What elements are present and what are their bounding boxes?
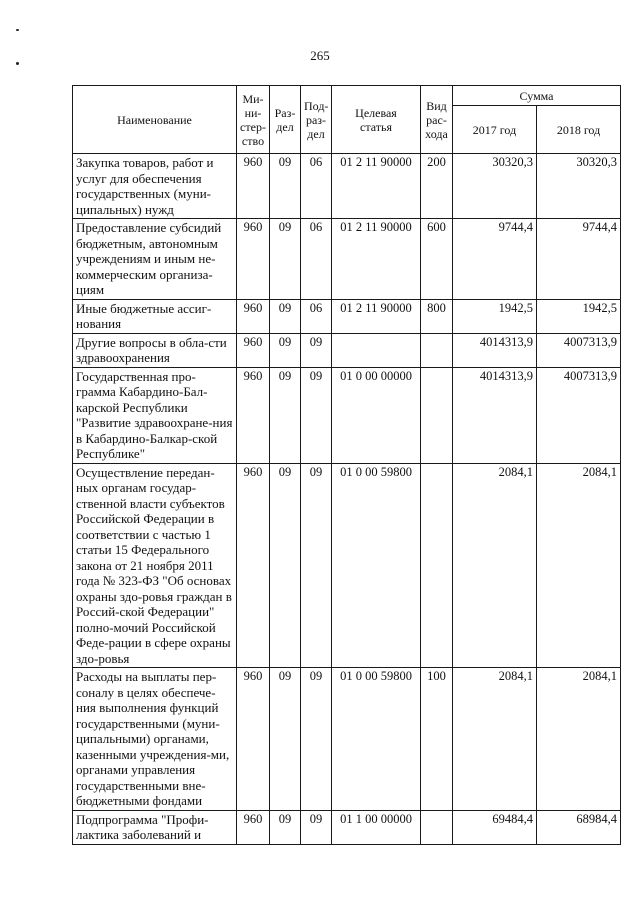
cell-amount-2018: 4007313,9 <box>537 367 621 463</box>
cell-amount-2018: 2084,1 <box>537 668 621 811</box>
cell-name: Осуществление передан-ных органам государ-ственной власти субъектов Российской Федерации в соответствии с частью 1 статьи 15 Федерального закона от 21 ноября 2011 года № 323-ФЗ "Об основах охраны здо-ровья граждан в Россий-ской Федерации" полно-мочий Российской Феде-рации в сфере охраны здо-ровья <box>73 463 237 668</box>
table-row <box>73 463 621 668</box>
cell-section: 09 <box>270 333 301 367</box>
header-expense-type <box>421 86 453 154</box>
cell-name: Подпрограмма "Профи-лактика заболеваний и <box>73 810 237 844</box>
cell-target-article: 01 0 00 59800 <box>332 463 421 668</box>
table-row <box>73 154 621 219</box>
cell-subsection: 09 <box>301 463 332 668</box>
cell-name: Расходы на выплаты пер-соналу в целях обеспече-ния выполнения функций государственными (муни-ципальными) органами, казенными учреждения-ми, органами управления государственными вне-бюджетными фондами <box>73 668 237 811</box>
cell-ministry: 960 <box>237 367 270 463</box>
header-year-2017: 2017 год <box>453 106 537 154</box>
cell-expense-type <box>421 367 453 463</box>
cell-section: 09 <box>270 810 301 844</box>
cell-expense-type: 100 <box>421 668 453 811</box>
cell-ministry: 960 <box>237 810 270 844</box>
cell-target-article: 01 2 11 90000 <box>332 219 421 300</box>
cell-target-article: 01 1 00 00000 <box>332 810 421 844</box>
cell-name: Предоставление субсидий бюджетным, автономным учреждениям и иным не-коммерческим организа-циям <box>73 219 237 300</box>
cell-section: 09 <box>270 367 301 463</box>
cell-amount-2017: 9744,4 <box>453 219 537 300</box>
cell-expense-type: 800 <box>421 299 453 333</box>
cell-target-article: 01 2 11 90000 <box>332 299 421 333</box>
cell-subsection: 09 <box>301 810 332 844</box>
cell-amount-2017: 2084,1 <box>453 668 537 811</box>
header-name: Наименование <box>73 86 237 154</box>
cell-target-article <box>332 333 421 367</box>
header-expense-type-text: Вид рас- хода <box>425 98 448 141</box>
cell-amount-2017: 1942,5 <box>453 299 537 333</box>
table-body <box>73 154 621 845</box>
cell-section: 09 <box>270 299 301 333</box>
cell-section: 09 <box>270 463 301 668</box>
cell-amount-2018: 68984,4 <box>537 810 621 844</box>
cell-ministry: 960 <box>237 333 270 367</box>
cell-section: 09 <box>270 154 301 219</box>
table-row <box>73 333 621 367</box>
margin-dot-top <box>16 29 19 31</box>
cell-target-article: 01 0 00 00000 <box>332 367 421 463</box>
cell-expense-type: 600 <box>421 219 453 300</box>
table-row <box>73 219 621 300</box>
table-header <box>73 86 621 154</box>
cell-amount-2018: 1942,5 <box>537 299 621 333</box>
header-section-text: Раз- дел <box>274 105 296 134</box>
cell-name: Закупка товаров, работ и услуг для обеспечения государственных (муни-ципальных) нужд <box>73 154 237 219</box>
cell-subsection: 06 <box>301 299 332 333</box>
cell-ministry: 960 <box>237 154 270 219</box>
page-number: 265 <box>310 48 330 63</box>
cell-subsection: 09 <box>301 668 332 811</box>
cell-amount-2017: 69484,4 <box>453 810 537 844</box>
cell-amount-2018: 4007313,9 <box>537 333 621 367</box>
table-row <box>73 299 621 333</box>
cell-subsection: 09 <box>301 333 332 367</box>
header-year-2018: 2018 год <box>537 106 621 154</box>
cell-name: Иные бюджетные ассиг-нования <box>73 299 237 333</box>
cell-expense-type <box>421 333 453 367</box>
cell-ministry: 960 <box>237 299 270 333</box>
cell-section: 09 <box>270 668 301 811</box>
cell-amount-2017: 2084,1 <box>453 463 537 668</box>
cell-amount-2017: 30320,3 <box>453 154 537 219</box>
cell-amount-2018: 2084,1 <box>537 463 621 668</box>
cell-subsection: 09 <box>301 367 332 463</box>
header-section <box>270 86 301 154</box>
cell-name: Государственная про-грамма Кабардино-Бал-карской Республики "Развитие здравоохране-ния в Кабардино-Балкар-ской Республике" <box>73 367 237 463</box>
cell-expense-type <box>421 810 453 844</box>
cell-target-article: 01 0 00 59800 <box>332 668 421 811</box>
cell-subsection: 06 <box>301 219 332 300</box>
header-sum: Сумма <box>453 86 621 106</box>
header-subsection-text: Под- раз- дел <box>304 98 329 141</box>
cell-target-article: 01 2 11 90000 <box>332 154 421 219</box>
header-ministry <box>237 86 270 154</box>
cell-expense-type: 200 <box>421 154 453 219</box>
header-target-article-text: Целевая статья <box>355 105 397 134</box>
table-row <box>73 810 621 844</box>
table-row <box>73 367 621 463</box>
table-row <box>73 668 621 811</box>
cell-amount-2017: 4014313,9 <box>453 333 537 367</box>
cell-ministry: 960 <box>237 668 270 811</box>
cell-amount-2018: 9744,4 <box>537 219 621 300</box>
cell-ministry: 960 <box>237 219 270 300</box>
cell-ministry: 960 <box>237 463 270 668</box>
header-target-article <box>332 86 421 154</box>
cell-subsection: 06 <box>301 154 332 219</box>
cell-expense-type <box>421 463 453 668</box>
cell-section: 09 <box>270 219 301 300</box>
header-ministry-text: Ми- ни- стер- ство <box>240 91 266 148</box>
cell-amount-2017: 4014313,9 <box>453 367 537 463</box>
cell-amount-2018: 30320,3 <box>537 154 621 219</box>
budget-table <box>72 85 621 845</box>
header-subsection <box>301 86 332 154</box>
cell-name: Другие вопросы в обла-сти здравоохранения <box>73 333 237 367</box>
